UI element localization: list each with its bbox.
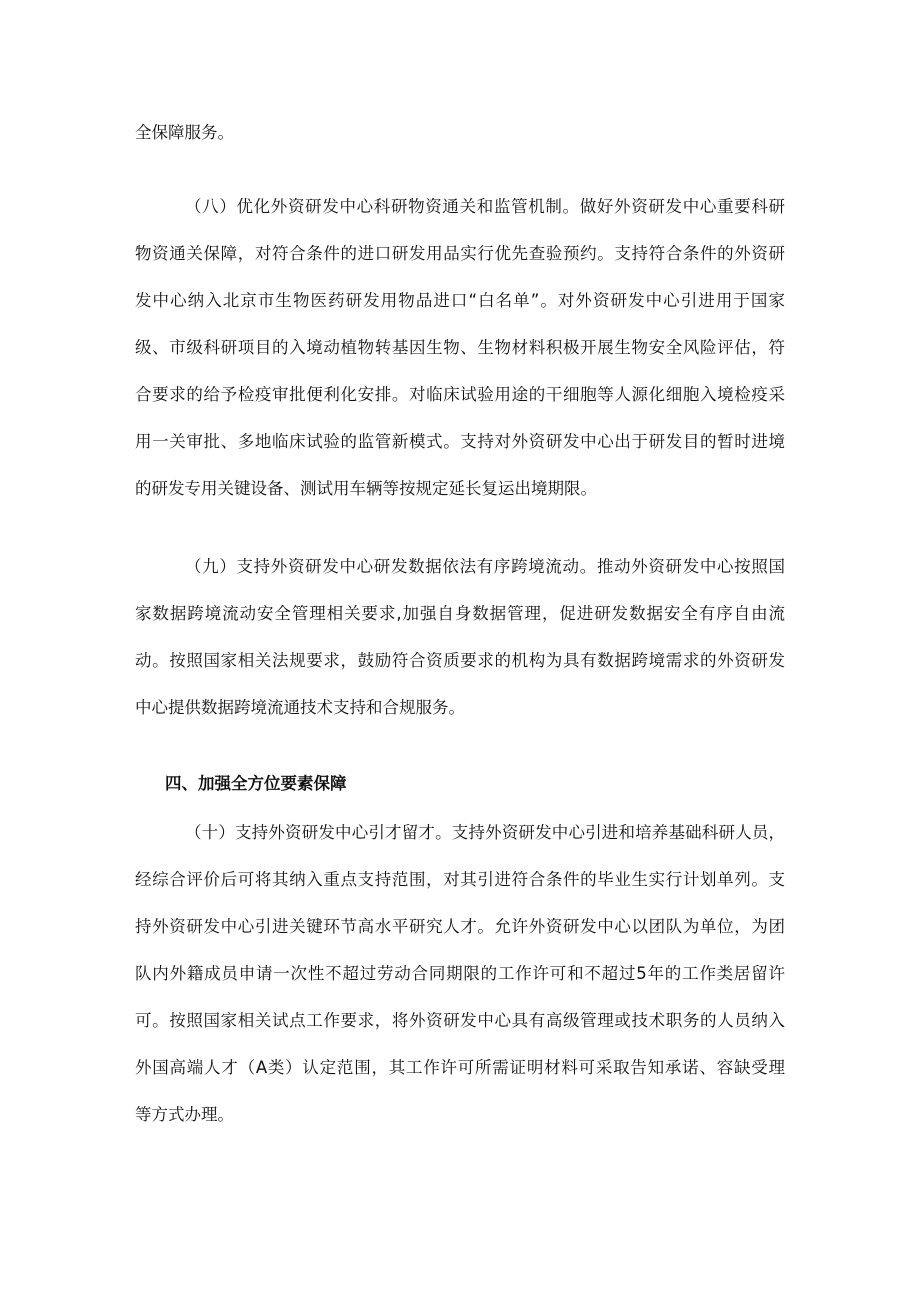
- section-10-line-2: 经综合评价后可将其纳入重点支持范围，对其引进符合条件的毕业生实行计划单列。支: [135, 870, 785, 889]
- section-10-line-1: （十）支持外资研发中心引才留才。支持外资研发中心引进和培养基础科研人员，: [185, 823, 785, 842]
- section-10-line-7: 等方式办理。: [135, 1105, 234, 1124]
- section-8-line-3: 发中心纳入北京市生物医药研发用物品进口“白名单”。对外资研发中心引进用于国家: [135, 291, 785, 310]
- section-8-line-5: 合要求的给予检疫审批便利化安排。对临床试验用途的干细胞等人源化细胞入境检疫采: [135, 385, 785, 404]
- section-8-line-4: 级、市级科研项目的入境动植物转基因生物、生物材料积极开展生物安全风险评估，符: [135, 338, 785, 357]
- section-9-line-3: 动。按照国家相关法规要求，鼓励符合资质要求的机构为具有数据跨境需求的外资研发: [135, 651, 785, 670]
- section-9-line-1: （九）支持外资研发中心研发数据依法有序跨境流动。推动外资研发中心按照国: [185, 557, 785, 576]
- section-8-line-7: 的研发专用关键设备、测试用车辆等按规定延长复运出境期限。: [135, 479, 597, 498]
- section-8-line-6: 用一关审批、多地临床试验的监管新模式。支持对外资研发中心出于研发目的暂时进境: [135, 432, 785, 451]
- section-10-line-6: 外国高端人才（A类）认定范围，其工作许可所需证明材料可采取告知承诺、容缺受理: [135, 1058, 785, 1077]
- section-10-line-5: 可。按照国家相关试点工作要求，将外资研发中心具有高级管理或技术职务的人员纳入: [135, 1011, 785, 1030]
- paragraph-line: 全保障服务。: [135, 123, 234, 142]
- section-heading-4: 四、加强全方位要素保障: [165, 774, 347, 793]
- section-10-line-4: 队内外籍成员申请一次性不超过劳动合同期限的工作许可和不超过5年的工作类居留许: [135, 964, 785, 983]
- section-9-line-4: 中心提供数据跨境流通技术支持和合规服务。: [135, 698, 465, 717]
- section-9-line-2: 家数据跨境流动安全管理相关要求,加强自身数据管理，促进研发数据安全有序自由流: [135, 604, 785, 623]
- section-8-line-1: （八）优化外资研发中心科研物资通关和监管机制。做好外资研发中心重要科研: [185, 197, 785, 216]
- section-10-line-3: 持外资研发中心引进关键环节高水平研究人才。允许外资研发中心以团队为单位，为团: [135, 917, 785, 936]
- section-8-line-2: 物资通关保障，对符合条件的进口研发用品实行优先查验预约。支持符合条件的外资研: [135, 244, 785, 263]
